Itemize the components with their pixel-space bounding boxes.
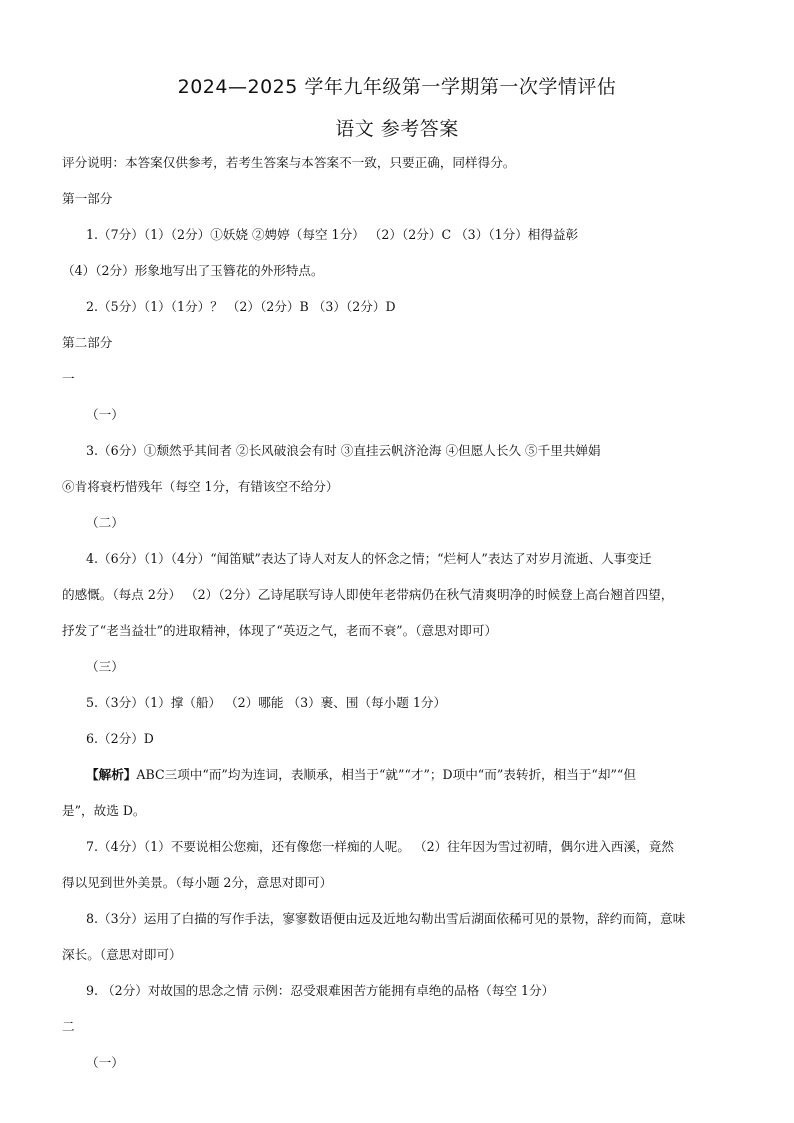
q6-line: 6.（2分）D [86,731,154,746]
q4-line-1: 4.（6分）（1）（4分）“闻笛赋”表达了诗人对友人的怀念之情；“烂柯人”表达了对岁月流逝、人事变迁 [86,551,652,566]
q8-line-1: 8.（3分）运用了白描的写作手法，寥寥数语便由远及近地勾勒出雪后湖面依稀可见的景物，辞约而简，意味 [86,911,686,926]
subsection-1-heading: （一） [86,407,124,422]
q7-line-1: 7.（4分）（1）不要说相公您痴，还有像您一样痴的人呢。 （2）往年因为雪过初晴，偶尔进入西溪，竟然 [86,839,674,854]
page-subtitle: 语文 参考答案 [335,118,459,140]
q1-line-2: （4）（2分）形象地写出了玉簪花的外形特点。 [62,263,324,278]
analysis-text: ABC三项中“而”均为连词，表顺承，相当于“就”“才”；D项中“而”表转折，相当于“却”“但 [136,767,636,782]
subsection-4-heading: （一） [86,1055,124,1070]
q2-line: 2.（5分）（1）（1分）？ （2）（2分）B （3）（2分）D [86,299,396,314]
q3-line-1: 3.（6分）①颓然乎其间者 ②长风破浪会有时 ③直挂云帆济沧海 ④但愿人长久 ⑤千里共婵娟 [86,443,601,458]
q1-line-1: 1.（7分）（1）（2分）①妖娆 ②娉婷（每空 1分） （2）（2分）C （3）（1分）相得益彰 [86,227,579,242]
page-title: 2024—2025 学年九年级第一学期第一次学情评估 [177,76,617,98]
part-two-heading: 第二部分 [62,335,113,350]
part-one-heading: 第一部分 [62,191,113,206]
q5-line: 5.（3分）（1）撑（船） （2）哪能 （3）裹、围（每小题 1分） [86,695,447,710]
grading-note: 评分说明：本答案仅供参考，若考生答案与本答案不一致，只要正确，同样得分。 [62,155,516,170]
analysis-label: 【解析】 [86,767,137,782]
q3-line-2: ⑥肯将衰朽惜残年（每空 1分，有错该空不给分） [62,479,339,494]
section-two-heading: 二 [62,1019,75,1034]
section-one-heading: 一 [62,371,75,386]
q4-line-3: 抒发了“老当益壮”的进取精神，体现了“英迈之气，老而不衰”。（意思对即可） [62,623,498,638]
q8-line-2: 深长。（意思对即可） [62,947,182,962]
q9-line: 9. （2分）对故国的思念之情 示例：忍受艰难困苦方能拥有卓绝的品格（每空 1分） [86,983,555,998]
subsection-3-heading: （三） [86,659,124,674]
analysis-line-1 [86,765,636,785]
q7-line-2: 得以见到世外美景。（每小题 2分，意思对即可） [62,875,333,890]
analysis-line-2: 是”，故选 D。 [62,803,146,818]
subsection-2-heading: （二） [86,515,124,530]
q4-line-2: 的感慨。（每点 2分） （2）（2分）乙诗尾联写诗人即使年老带病仍在秋气清爽明净的时候登上高台翘首四望， [62,587,674,602]
